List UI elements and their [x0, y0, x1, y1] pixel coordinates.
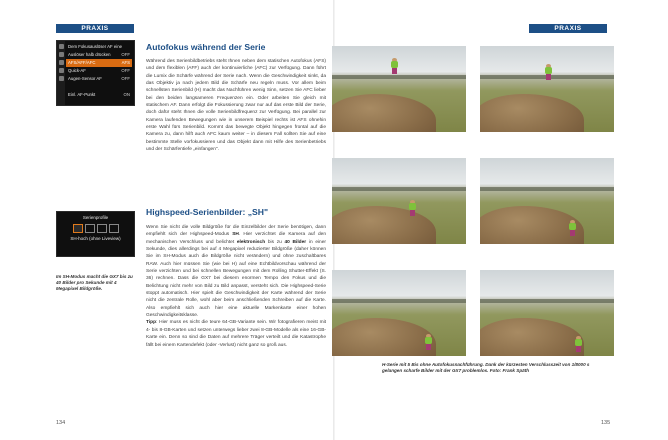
burst-menu-subtitle: SH-hoch (ohne Liveview): [70, 236, 121, 241]
menu-side-icons: [57, 41, 65, 105]
photo-burst-3: [332, 158, 466, 244]
menu-row: Auslöser halb drücken OFF: [68, 52, 130, 57]
section-heading-autofocus: Autofokus während der Serie: [146, 42, 266, 52]
photo-burst-1: [332, 46, 466, 132]
photo-burst-5: [332, 270, 466, 356]
burst-mode-screenshot: [56, 211, 135, 257]
video-icon: [59, 52, 64, 57]
section-body-highspeed: Wenn Sie nicht die volle Bildgröße für die Einzelbilder der Serie benötigen, dann empfiehlt sich der Highspeed-Modus SH. Hier verzichtet die Kamera auf den mechanischen Verschluss und belichtet elektronisch bis zu 40 Bilder in einer Sekunde, dies allerdings bei auf 4 Megapixel reduzierter Bildgröße (daher können Sie im SH-Modus auch die Bildgröße nicht verändern) und ohne zuschaltbares RAW. Auch hier müssen Sie (wie bei H) auf eine Echtbildvorschau während der Serie verzichten und bei schnellen Bewegungen mit dem Rolling Shutter-Effekt (S. 36) rechnen. Dass die GX7 bei diesem enormen Tempo den Fokus und die Belichtung nicht mehr von Bild zu Bild anpasst, versteht sich. Die Highspeed-Serie stoppt automatisch. Hier spielt die Geschwindigkeit der Karte während der Serie nicht die zentrale Rolle, wohl aber beim anschließenden Schreiben auf die Karte. Also empfiehlt sich auch hier eine aktuelle Markenkarte einer hohen Geschwindigkeitsklasse. Tipp: Hier muss es nicht die teure 64-GB-Variante sein. Wir fotografieren meist mit 4- bis 8-GB-Karten und setzen unterwegs lieber zwei 8-GB-Modelle als eine 16-GB-Karte ein. Denn so sind die Daten auf mehrere Träger verteilt und die Katastrophe fällt bei einem Kartendefekt (oder -Verlust) nicht ganz so groß aus.: [146, 225, 326, 348]
menu-row: Einl. AF-Punkt ON: [68, 92, 130, 97]
praxis-tab-left: PRAXIS: [56, 24, 134, 33]
menu-row: [66, 83, 132, 91]
tip-label: Tipp: [146, 320, 157, 326]
menu-row: Augen-Sensor AF OFF: [68, 76, 130, 81]
camera-af-menu-screenshot: [56, 40, 135, 106]
photo-burst-6: [480, 270, 614, 356]
play-icon: [59, 76, 64, 81]
burst-menu-title: Serienprofile: [82, 215, 109, 220]
menu-row: Dem Fokusauslöser AF eine: [68, 44, 122, 49]
menu-rows: [66, 43, 132, 99]
tip-body: : Hier muss es nicht die teure 64-GB-Variante sein. Wir fotografieren meist mit 4- bis 8-GB-Karten und setzen unterwegs lieber zwei 8-GB-Modelle als eine 16-GB-Karte ein. Denn so sind die Daten auf mehrere Träger verteilt und die Katastrophe fällt bei einem Kartendefekt (oder -Verlust) nicht ganz so groß aus.: [146, 320, 326, 348]
photo-burst-4: [480, 158, 614, 244]
section-body-autofocus: Während des Serienbildbetriebs steht Ihnen neben dem statischen Autofokus (AFS) und dem flexiblen (AFF) auch der kontinuierliche (AFC) zur Verfügung. Dann führt die Lumix die Schärfe während der Serie nach. Wenn die Geschwindigkeit sinkt, da das Objektiv ja nach jedem Bild die Schärfe neu regeln muss. Vor allem beim schnellsten Serienbild (H) macht das Nachführen wenig Sinn, setzen Sie AFC lieber bei den beiden langsameren Frequenzen ein. Oder arbeiten Sie gleich mit statischem AF. Dann erfolgt die Fokussierung zwar nur auf das erste Bild der Serie, doch dafür steht Ihnen die volle Serienbildfrequenz zur Verfügung. Bei parallel zur Kamera laufenden Bewegungen wie in unserem Beispiel rechts ist AFS ohnehin erste Wahl fürs Serienbild. Kommt das bewegte Objekt hingegen frontal auf die Kamera zu, dann hilft auch AFC kaum weiter – in diesem Fall sollten Sie auf eine bestimmte Stelle vorfokussieren und das Objekt dann mit Hilfe des Serienbetriebs und der Schärfentiefe „einfangen".: [146, 59, 326, 153]
page-number-left: 134: [56, 420, 66, 426]
custom-icon: [59, 60, 64, 65]
photo-burst-2: [480, 46, 614, 132]
burst-m-icon: [97, 224, 107, 233]
burst-h-icon: [85, 224, 95, 233]
right-caption: H-Serie mit 5 Bis ohne Autofokusnachführung. Dank der kürzesten Verschlusszeit von 1/8000 s gelangen scharfe Bilder mit der GX7 problemlos. Foto: Frank Späth: [382, 362, 590, 373]
menu-row: Quick-AF OFF: [68, 68, 130, 73]
burst-l-icon: [109, 224, 119, 233]
left-caption: Im SH-Modus macht die GX7 bis zu 40 Bilder pro Sekunde mit 4 Megapixel Bildgröße.: [56, 274, 133, 291]
praxis-tab-right: PRAXIS: [529, 24, 607, 33]
menu-row-selected: AFS/AFF/AFC AFS: [68, 60, 130, 65]
page-number-right: 135: [601, 420, 611, 426]
burst-icons: [57, 224, 134, 233]
burst-sh-icon: [73, 224, 83, 233]
wrench-icon: [59, 68, 64, 73]
camera-icon: [59, 44, 64, 49]
section-heading-highspeed: Highspeed-Serienbilder: „SH": [146, 207, 269, 217]
